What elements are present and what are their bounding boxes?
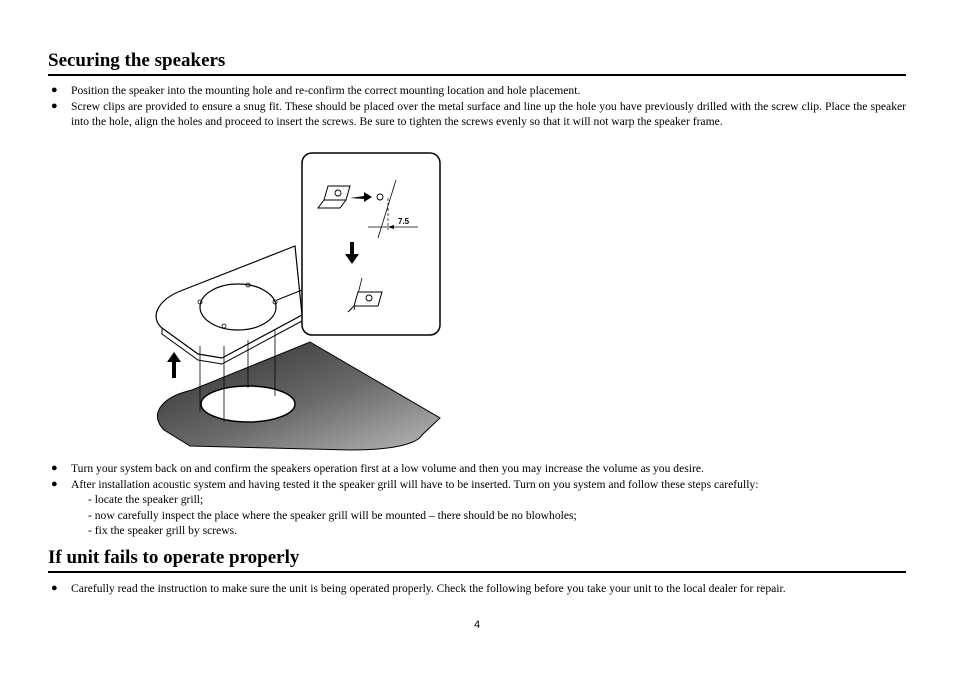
grill-steps-list [71,492,906,539]
troubleshooting-list [48,581,906,597]
speaker-mounting-illustration [150,150,445,455]
list-item-text: Carefully read the instruction to make sure the unit is being operated properly. Check the following before you take your unit to the local dealer for repair. [71,582,786,595]
list-item-text: Turn your system back on and confirm the speakers operation first at a low volume and then you may increase the volume as you desire. [71,462,704,475]
bullet-icon: ● [51,582,58,594]
list-item-text: Screw clips are provided to ensure a snug fit. These should be placed over the metal surface and line up the hole you have previously drilled with the screw clip. Place the speaker into the hole, align the holes and proceed to insert the screws. Be sure to tighten the screws evenly so that it will not warp the speaker frame. [71,99,906,129]
dimension-label: 7.5 [398,217,410,226]
instruction-list [48,83,906,130]
list-item [48,477,906,539]
bullet-icon: ● [51,462,58,474]
list-item-text: After installation acoustic system and having tested it the speaker grill will have to be inserted. Turn on you system and follow these steps carefully: [71,477,759,491]
step-item: - fix the speaker grill by screws. [88,524,238,538]
section-heading-securing-speakers: Securing the speakers [48,50,906,76]
list-item [48,461,906,477]
list-item-text: Position the speaker into the mounting hole and re-confirm the correct mounting location and hole placement. [71,84,581,97]
list-item [48,581,906,597]
post-installation-list [48,461,906,539]
bullet-icon: ● [51,99,58,112]
step-item: - locate the speaker grill; [88,493,204,507]
list-item [48,83,906,99]
bullet-icon: ● [51,84,58,96]
section-heading-troubleshooting: If unit fails to operate properly [48,547,906,573]
bullet-icon: ● [51,477,58,490]
page-number: 4 [473,619,481,631]
step-item: - now carefully inspect the place where the speaker grill will be mounted – there should be no blowholes; [88,508,577,522]
list-item [48,99,906,130]
